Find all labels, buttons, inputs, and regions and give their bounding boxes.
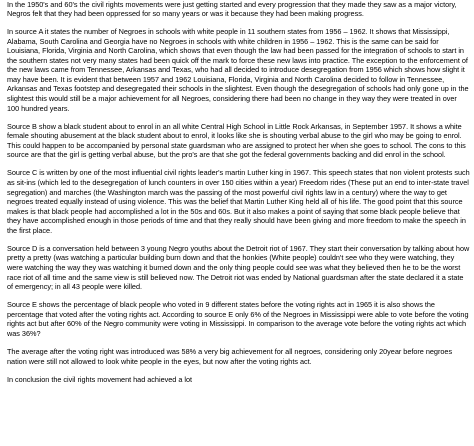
paragraph-source-c: Source C is written by one of the most influential civil rights leader's martin Luther king in 1967. This speech states that non violent protests such as sit-ins (which led to the desegregation of lunch counters in over 150 cities within a year) Freedom rides (These put an end to inter-state travel segregation) and marches (the Washington march was the passing of the most powerful civil rights law in a century) where the way to get negroes treated equally instead of using violence. This was the belief that Martin Luther King held all of his life. The good point that this source makes is that black people had accomplished a lot in the 50s and 60s. But it also makes a point of saying that some black people believe that they have accomplished enough in those periods of time and that they really should have been giving and more freedom to make the speech in the first place. xyxy=(7,168,470,235)
paragraph-source-b: Source B show a black student about to enrol in an all white Central High School in Little Rock Arkansas, in September 1957. It shows a white female shouting abusement at the black student about to enrol, it looks like she is shouting verbal abuse to the girl who may be going to enrol. This could happen to be accompanied by personal state guardsman who are assigned to protect her when she goes to school. The cons to this source are that the girl is getting verbal abuse, but the pro's are that she got the federal governments backing and did enrol in the school. xyxy=(7,121,466,160)
paragraph-intro: In the 1950's and 60's the civil rights movements were just getting started and every progression that they made they saw as a major victory, Negros felt that they had been oppressed for so many years or was it because they had been making progress. xyxy=(7,0,457,19)
paragraph-source-a: In source A it states the number of Negroes in schools with white people in 11 southern states from 1956 – 1962. It shows that Mississippi, Alabama, South Carolina and Georgia have no Negroes in schools with white children in 1956 – 1962. This is the same can be said for Louisiana, Florida, Virginia and North Carolina, which shows that even though the law had been passed for the integration of schools to start in the southern states not very many states had been quick off the mark to force these new laws into practice. The exception to the enforcement of the new laws came from Tennessee, Arkansas and Texas, who had all decided to introduce desegregation from 1956 which shows how slight it may have been. It is evident that between 1957 and 1962 Louisiana, Florida, Virginia and North Carolina decided to follow in Tennessee, Arkansas and Texas footstep and desegregated their schools in the slightest. Even though the desegregation of schools had only gone up in the slightest this would still be a major achievement for all Negroes, considering there had been no change in they way they were treated in over 100 hundred years. xyxy=(7,27,469,113)
paragraph-average: The average after the voting right was introduced was 58% a very big achievement for all negroes, considering only 20year before negroes nation were still not allowed to look white people in the eyes, but now after the voting rights act. xyxy=(7,347,453,366)
paragraph-source-d: Source D is a conversation held between 3 young Negro youths about the Detroit riot of 1967. They start their conversation by talking about how pretty a pretty (was watching a particular building burn down and that the honkies (White people) couldn't see who they were watching, they were watching the way they was watching it burned down and the only thing people could see was what they believed then he to be the worst race riot of all time and the same view is still believed now. The Detroit riot was ended by National guardsman after the state declared it a state of emergency; in all 43 people were killed. xyxy=(7,243,470,292)
paragraph-source-e: Source E shows the percentage of black people who voted in 9 different states before the voting rights act in 1965 it is also shows the percentage that voted after the voting rights act. According to source E only 6% of the Negroes in Mississippi were able to vote before the voting rights act but after 60% of the Negro community were voting in Mississippi. In comparison to the average vote before the voting rights act which was 36%? xyxy=(7,300,469,338)
paragraph-conclusion: In conclusion the civil rights movement had achieved a lot xyxy=(7,374,193,384)
